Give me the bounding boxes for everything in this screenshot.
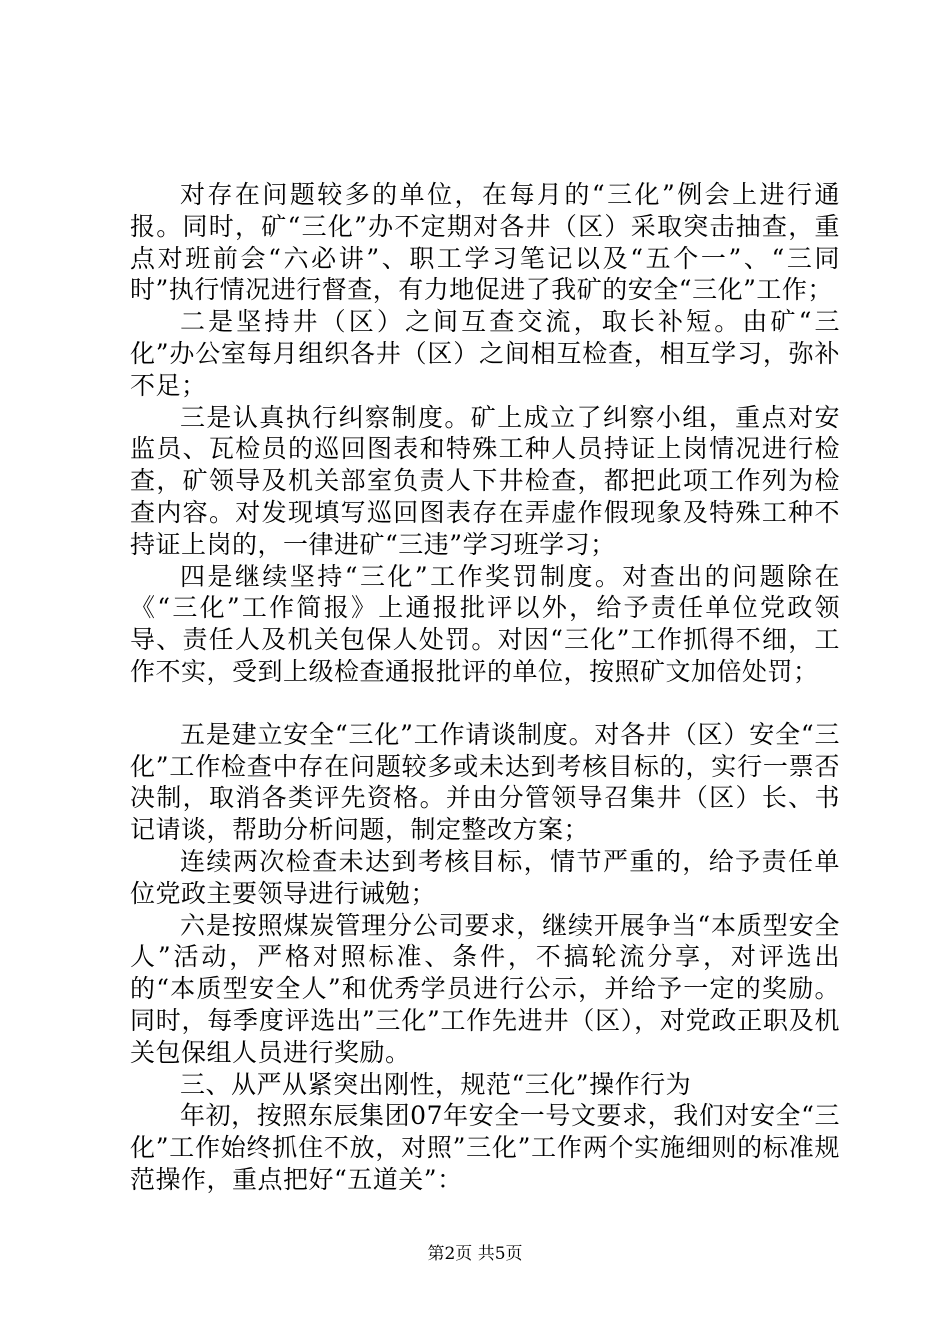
- paragraph-five-checkpoints: 年初，按照东辰集团07年安全一号文要求，我们对安全“三化”工作始终抓住不放，对照”三化”工作两个实施细则的标准规范操作，重点把好“五道关”：: [130, 1101, 840, 1194]
- section-heading: 三、从严从紧突出刚性，规范“三化”操作行为: [180, 1069, 692, 1099]
- page-number-footer: 第2页 共5页: [427, 1244, 523, 1264]
- paragraph-safety-person: 六是按照煤炭管理分公司要求，继续开展争当“本质型安全人”活动，严格对照标准、条件，不搞轮流分享，对评选出的“本质型安全人”和优秀学员进行公示，并给予一定的奖励。同时，每季度评选出”三化”工作先进井（区），对党政正职及机关包保组人员进行奖励。: [130, 910, 840, 1067]
- paragraph-inspection-system: 三是认真执行纠察制度。矿上成立了纠察小组，重点对安监员、瓦检员的巡回图表和特殊工种人员持证上岗情况进行检查，矿领导及机关部室负责人下井检查，都把此项工作列为检查内容。对发现填写巡回图表存在弄虚作假现象及特殊工种不持证上岗的，一律进矿“三违”学习班学习；: [130, 402, 840, 559]
- paragraph-admonishment: 连续两次检查未达到考核目标，情节严重的，给予责任单位党政主要领导进行诫勉；: [130, 846, 840, 908]
- paragraph-reward-punishment: 四是继续坚持“三化”工作奖罚制度。对查出的问题除在《“三化”工作简报》上通报批评以外，给予责任单位党政领导、责任人及机关包保人处罚。对因“三化”工作抓得不细，工作不实，受到上级检查通报批评的单位，按照矿文加倍处罚；: [130, 561, 840, 686]
- paragraph-talk-system: 五是建立安全“三化”工作请谈制度。对各井（区）安全“三化”工作检查中存在问题较多或未达到考核目标的，实行一票否决制，取消各类评先资格。并由分管领导召集井（区）长、书记请谈，帮助分析问题，制定整改方案；: [130, 719, 840, 845]
- paragraph-unit-report: 对存在问题较多的单位，在每月的“三化”例会上进行通报。同时，矿“三化”办不定期对各井（区）采取突击抽查，重点对班前会“六必讲”、职工学习笔记以及“五个一”、“三同时”执行情况进行督查，有力地促进了我矿的安全“三化”工作；: [130, 180, 840, 305]
- paragraph-mutual-inspection: 二是坚持井（区）之间互查交流，取长补短。由矿“三化”办公室每月组织各井（区）之间相互检查，相互学习，弥补不足；: [130, 307, 840, 400]
- document-body: [130, 179, 840, 1196]
